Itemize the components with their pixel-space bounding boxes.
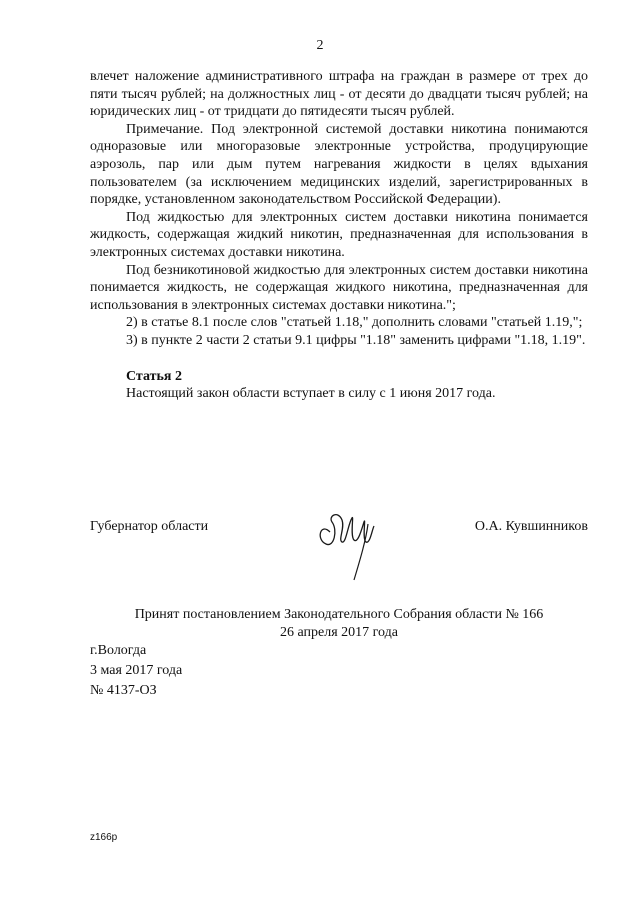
document-code: z166p (90, 832, 118, 843)
paragraph-penalty: влечет наложение административного штрафа на граждан в размере от трех до пяти тысяч рублей; на должностных лиц - от десяти до двадцати тысяч рублей; на юридических лиц - от тридцати до пятидесяти тысяч рублей. (90, 69, 588, 120)
city: г.Вологда (90, 643, 147, 658)
paragraph-note: Примечание. Под электронной системой доставки никотина понимаются одноразовые или многоразовые электронные устройства, продуцирующие аэрозоль, пар или дым путем нагревания жидкости в целях вдыхания пользователем (за исключением медицинских изделий, зарегистрированных в порядке, установленном законодательством Российской Федерации). (90, 121, 588, 208)
page-number: 2 (316, 38, 324, 53)
signing-date: 3 мая 2017 года (90, 663, 183, 678)
article-text: Настоящий закон области вступает в силу с 1 июня 2017 года. (126, 386, 496, 402)
governor-title: Губернатор области (90, 519, 209, 534)
paragraph-item-2: 2) в статье 8.1 после слов "статьей 1.18," дополнить словами "статьей 1.19,"; (126, 315, 583, 331)
adoption-line-1: Принят постановлением Законодательного Собрания области № 166 (134, 607, 544, 622)
adoption-line-2: 26 апреля 2017 года (280, 624, 398, 640)
document-body (90, 68, 588, 403)
paragraph-nicotine-free-liquid: Под безникотиновой жидкостью для электронных систем доставки никотина понимается жидкость, не содержащая жидкого никотина, предназначенная для использования в электронных системах доставки никотина."; (90, 262, 588, 313)
paragraph-liquid: Под жидкостью для электронных систем доставки никотина понимается жидкость, содержащая жидкий никотин, предназначенная для использования в электронных системах доставки никотина. (90, 209, 588, 260)
article-title: Статья 2 (126, 368, 182, 384)
handwritten-signature (308, 500, 388, 595)
law-number: № 4137-ОЗ (90, 683, 157, 698)
place-date-number (90, 641, 182, 701)
adoption-note (90, 606, 588, 641)
paragraph-item-3: 3) в пункте 2 части 2 статьи 9.1 цифры "1.18" заменить цифрами "1.18, 1.19". (126, 332, 586, 348)
governor-name: О.А. Кувшинников (474, 519, 588, 534)
